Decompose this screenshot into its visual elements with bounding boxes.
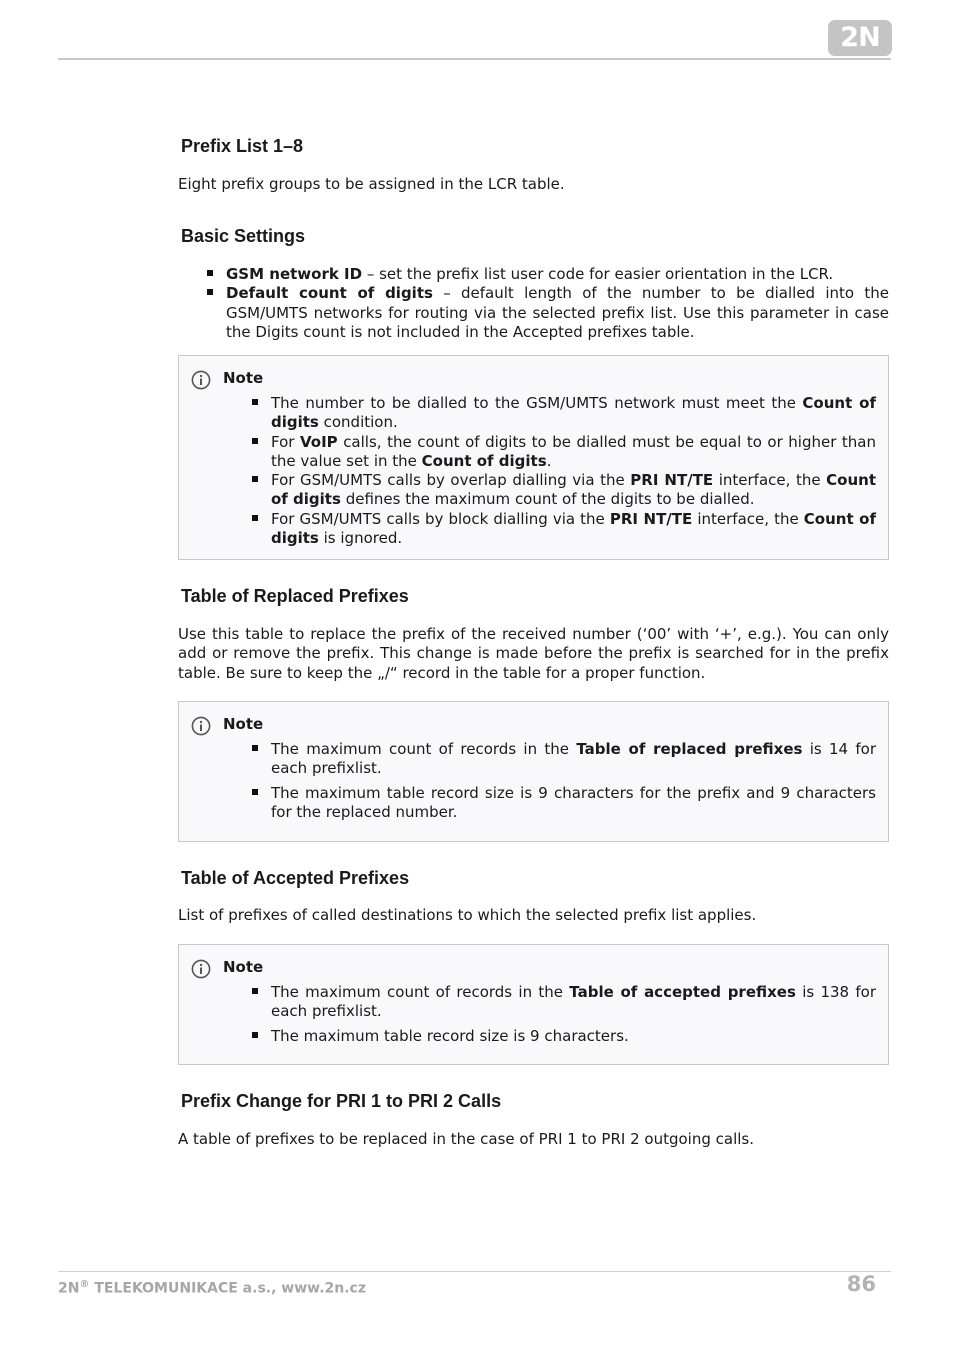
list-item [179,983,876,1022]
item-text: The number to be dialled to the GSM/UMTS network must meet the [271,394,803,412]
note-title: Note [223,958,264,976]
bold-term: Count of digits [271,509,876,548]
footer-divider [58,1271,891,1272]
note-box-replaced-prefixes [178,701,889,842]
item-text: The maximum table record size is 9 characters. [271,1026,629,1045]
heading-prefix-list: Prefix List 1–8 [181,136,304,156]
item-text: interface, the [713,471,827,490]
note-list [179,394,876,548]
replaced-prefixes-text: Use this table to replace the prefix of the received number (‘00’ with ‘+’, e.g.). You can only add or remove the prefix. This change is made before the prefix is searched for in the prefix table. Be sure to keep the „/“ record in the table for a proper function. [178,625,889,682]
basic-settings-list [178,265,889,342]
2n-logo: 2N [828,20,892,56]
note-box-count-of-digits [178,355,889,560]
footer-company-name: TELEKOMUNIKACE a.s., www.2n.cz [89,1280,366,1297]
item-text: For [271,432,300,451]
bold-term: Count of digits [271,394,876,432]
note-list [179,740,876,822]
footer-brand: 2N [58,1280,80,1297]
footer-company [58,1279,366,1297]
note-box-accepted-prefixes [178,944,889,1065]
term-gsm-network-id: GSM network ID [226,265,363,283]
item-text: For GSM/UMTS calls by overlap dialling via the [271,471,631,490]
list-item [178,265,889,284]
page-number: 86 [846,1272,876,1296]
registered-mark: ® [79,1279,90,1290]
note-title: Note [223,369,264,387]
accepted-prefixes-text: List of prefixes of called destinations to which the selected prefix list applies. [178,906,757,924]
bold-term: Count of digits [271,471,876,509]
heading-table-of-replaced-prefixes: Table of Replaced Prefixes [181,586,409,606]
bold-term: PRI NT/TE [609,509,693,528]
item-text: For GSM/UMTS calls by block dialling via the [271,509,610,528]
prefix-list-text: Eight prefix groups to be assigned in the LCR table. [178,175,565,193]
list-item [179,740,876,779]
item-text: interface, the [692,509,804,528]
list-item [179,394,876,433]
bold-term: Table of accepted prefixes [569,983,796,1001]
info-icon [191,959,211,979]
heading-prefix-change-pri: Prefix Change for PRI 1 to PRI 2 Calls [181,1091,502,1111]
item-text: calls, the count of digits to be dialled must be equal to or higher than the value set in the [271,432,877,470]
list-item [179,471,876,510]
item-text: The maximum count of records in the [271,740,577,758]
info-icon [191,370,211,390]
info-icon [191,716,211,736]
list-item [179,510,876,549]
item-text: The maximum table record size is 9 characters for the prefix and 9 characters for the replaced number. [271,783,876,821]
list-item [178,284,889,342]
item-text: – set the prefix list user code for easier orientation in the LCR. [362,265,834,283]
bold-term: Count of digits [421,451,547,470]
item-text: The maximum count of records in the [271,983,570,1001]
list-item [179,784,876,823]
heading-table-of-accepted-prefixes: Table of Accepted Prefixes [181,868,410,888]
item-text: condition. [318,413,398,432]
heading-basic-settings: Basic Settings [181,226,306,246]
note-title: Note [223,715,264,733]
note-list [179,983,876,1046]
pri-change-text: A table of prefixes to be replaced in the case of PRI 1 to PRI 2 outgoing calls. [178,1130,754,1148]
item-text: . [546,451,552,470]
list-item [179,1027,876,1046]
item-text: is 138 for each prefixlist. [271,983,876,1021]
list-item [179,433,876,472]
header-divider [58,58,891,60]
bold-term: VoIP [299,432,338,451]
item-text: defines the maximum count of the digits to be dialled. [340,490,755,509]
item-text: is ignored. [318,529,403,548]
item-text: is 14 for each prefixlist. [271,740,877,778]
bold-term: Table of replaced prefixes [576,740,803,758]
item-text: – default length of the number to be dialled into the GSM/UMTS networks for routing via the selected prefix list. Use this parameter in case the Digits count is not included in the Accepted prefixes table. [226,284,890,341]
term-default-count-of-digits: Default count of digits [226,284,433,303]
bold-term: PRI NT/TE [630,471,714,490]
